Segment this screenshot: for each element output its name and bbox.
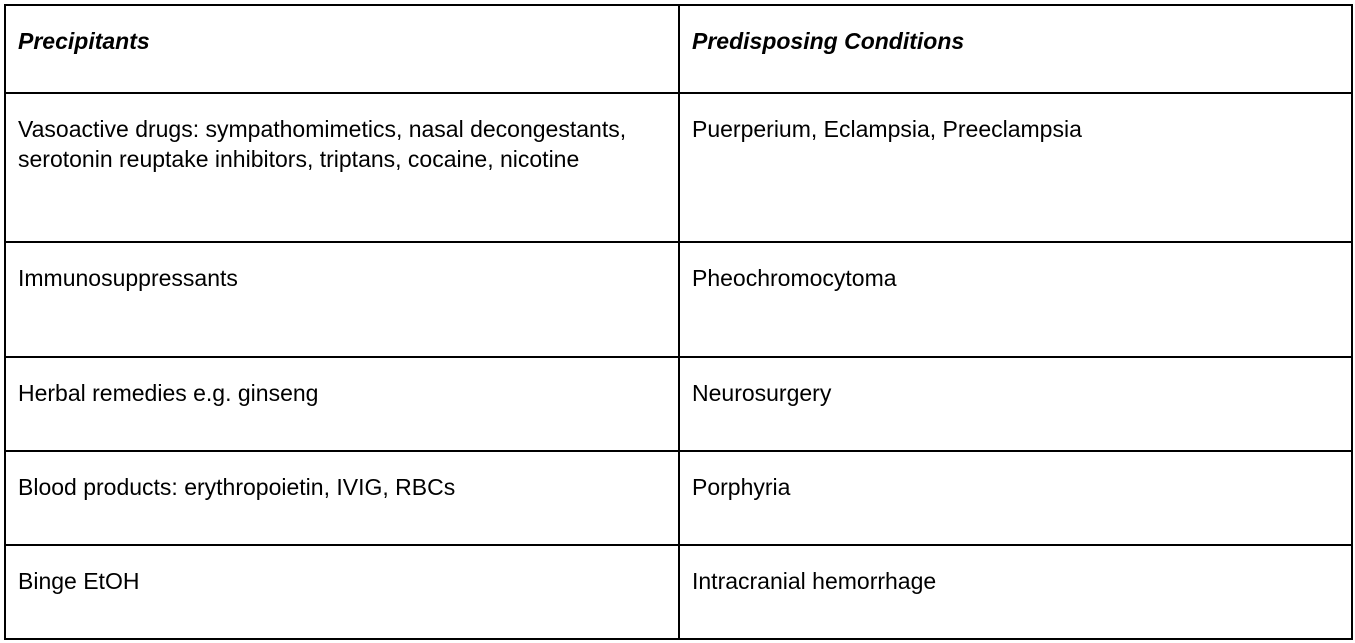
- table-row: [5, 357, 1352, 451]
- condition-cell: Neurosurgery: [679, 357, 1352, 451]
- table-row: [5, 545, 1352, 639]
- precipitant-cell: Vasoactive drugs: sympathomimetics, nasal decongestants, serotonin reuptake inhibitors, triptans, cocaine, nicotine: [5, 93, 679, 242]
- precipitant-cell: Binge EtOH: [5, 545, 679, 639]
- precipitant-cell: Blood products: erythropoietin, IVIG, RBCs: [5, 451, 679, 545]
- header-predisposing-conditions: Predisposing Conditions: [679, 5, 1352, 93]
- table-row: [5, 451, 1352, 545]
- precipitant-cell: Herbal remedies e.g. ginseng: [5, 357, 679, 451]
- table-row: [5, 93, 1352, 242]
- header-precipitants: Precipitants: [5, 5, 679, 93]
- table-row: [5, 242, 1352, 357]
- condition-cell: Porphyria: [679, 451, 1352, 545]
- condition-cell: Pheochromocytoma: [679, 242, 1352, 357]
- precipitant-cell: Immunosuppressants: [5, 242, 679, 357]
- precipitants-conditions-table: [4, 4, 1353, 640]
- condition-cell: Intracranial hemorrhage: [679, 545, 1352, 639]
- table-header-row: [5, 5, 1352, 93]
- condition-cell: Puerperium, Eclampsia, Preeclampsia: [679, 93, 1352, 242]
